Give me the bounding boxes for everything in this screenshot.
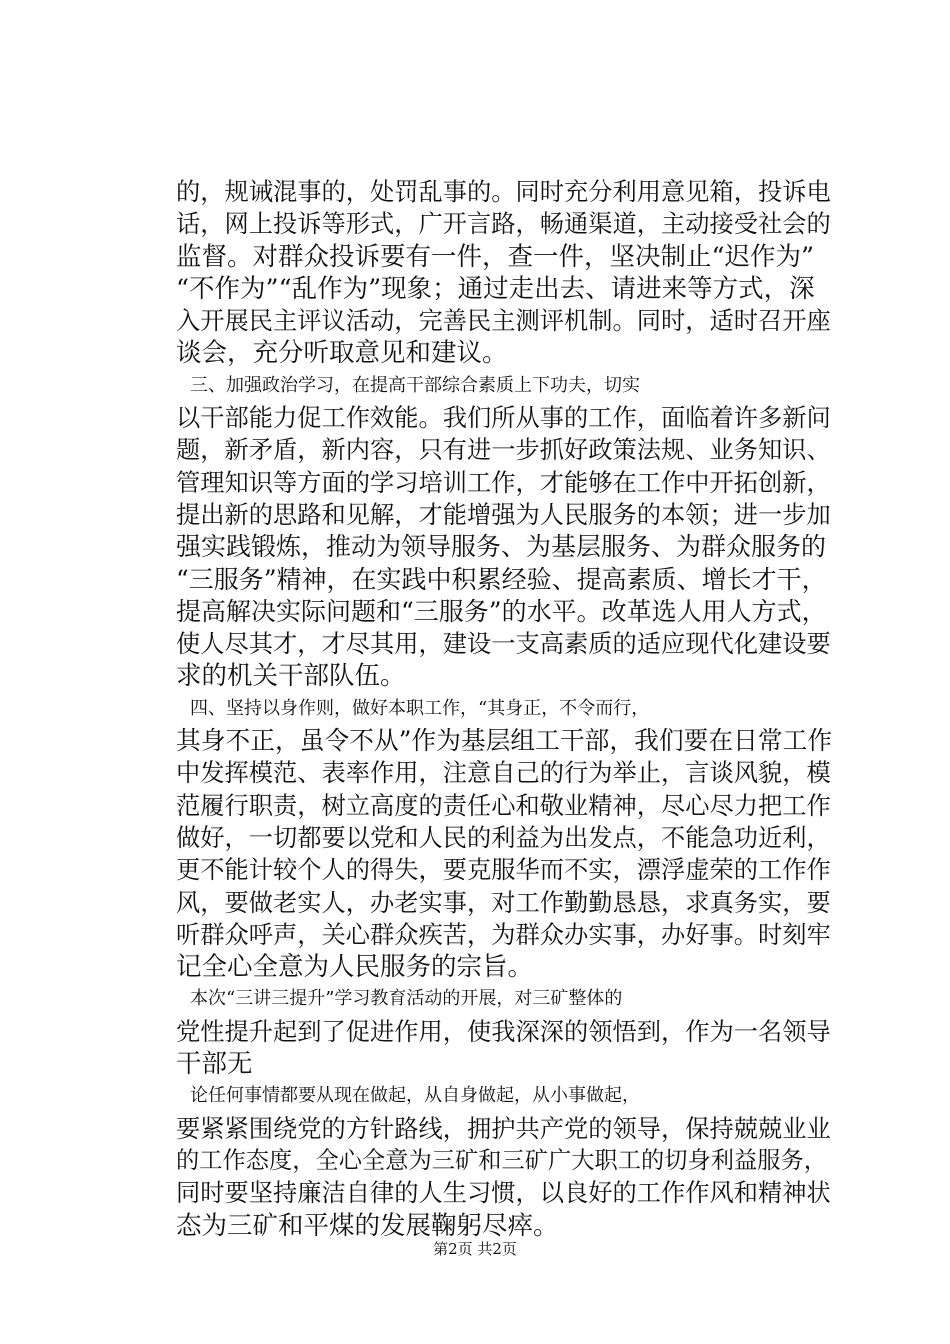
text-line: 的，规诫混事的，处罚乱事的。同时充分利用意见箱，投诉电 [176, 177, 831, 206]
text-line: 范履行职责，树立高度的责任心和敬业精神，尽心尽力把工作 [176, 790, 831, 820]
text-line: 提高解决实际问题和“三服务”的水平。改革选人用人方式， [176, 596, 827, 626]
text-line: 使人尽其才，才尽其用，建设一支高素质的适应现代化建设要 [176, 629, 831, 659]
text-line: 论任何事情都要从现在做起，从自身做起，从小事做起， [190, 1085, 640, 1107]
text-line: 记全心全意为人民服务的宗旨。 [176, 952, 534, 983]
page-number-label: 第2页 共2页 [433, 1240, 517, 1258]
text-line: 中发挥模范、表率作用，注意自己的行为举止，言谈风貌，模 [176, 758, 831, 788]
text-line: 风，要做老实人，办老实事，对工作勤勤恳恳，求真务实，要 [176, 887, 831, 917]
text-line: 以干部能力促工作效能。我们所从事的工作，面临着许多新问 [176, 403, 831, 433]
text-line: 党性提升起到了促进作用，使我深深的领悟到，作为一名领导 [176, 1016, 831, 1046]
text-line: 干部无 [176, 1049, 253, 1080]
text-line: 更不能计较个人的得失，要克服华而不实，漂浮虚荣的工作作 [176, 855, 831, 885]
text-line: 监督。对群众投诉要有一件，查一件，坚决制止“迟作为” [176, 241, 815, 272]
text-line: 听群众呼声，关心群众疾苦，为群众办实事，办好事。时刻牢 [176, 919, 831, 949]
text-line: 谈会，充分听取意见和建议。 [176, 338, 508, 369]
page-footer [0, 1239, 950, 1259]
text-line: 的工作态度，全心全意为三矿和三矿广大职工的切身利益服务， [176, 1146, 828, 1174]
text-line: 求的机关干部队伍。 [176, 661, 406, 692]
text-line: 本次“三讲三提升”学习教育活动的开展，对三矿整体的 [190, 988, 623, 1010]
text-line: 三、加强政治学习，在提高干部综合素质上下功夫，切实 [190, 374, 640, 396]
text-line: “三服务”精神，在实践中积累经验、提高素质、增长才干， [176, 564, 827, 594]
text-line: 提出新的思路和见解，才能增强为人民服务的本领；进一步加 [176, 499, 831, 529]
text-line: 做好，一切都要以党和人民的利益为出发点，不能急功近利， [176, 822, 831, 852]
text-line: 题，新矛盾，新内容，只有进一步抓好政策法规、业务知识、 [176, 435, 831, 465]
document-body [176, 176, 832, 1242]
text-line: “不作为”“乱作为”现象；通过走出去、请进来等方式，深 [176, 273, 815, 304]
text-line: 管理知识等方面的学习培训工作，才能够在工作中开拓创新， [176, 467, 831, 497]
text-line: 其身不正，虽令不从”作为基层组工干部，我们要在日常工作 [176, 726, 833, 756]
text-line: 态为三矿和平煤的发展鞠躬尽瘁。 [176, 1210, 559, 1241]
text-line: 强实践锻炼，推动为领导服务、为基层服务、为群众服务的 [176, 532, 827, 562]
text-line: 四、坚持以身作则，做好本职工作，“其身正，不令而行， [190, 697, 650, 719]
text-line: 同时要坚持廉洁自律的人生习惯，以良好的工作作风和精神状 [176, 1178, 831, 1208]
text-line: 话，网上投诉等形式，广开言路，畅通渠道，主动接受社会的 [176, 209, 831, 239]
text-line: 要紧紧围绕党的方针路线，拥护共产党的领导，保持兢兢业业 [176, 1113, 831, 1143]
text-line: 入开展民主评议活动，完善民主测评机制。同时，适时召开座 [176, 306, 831, 336]
